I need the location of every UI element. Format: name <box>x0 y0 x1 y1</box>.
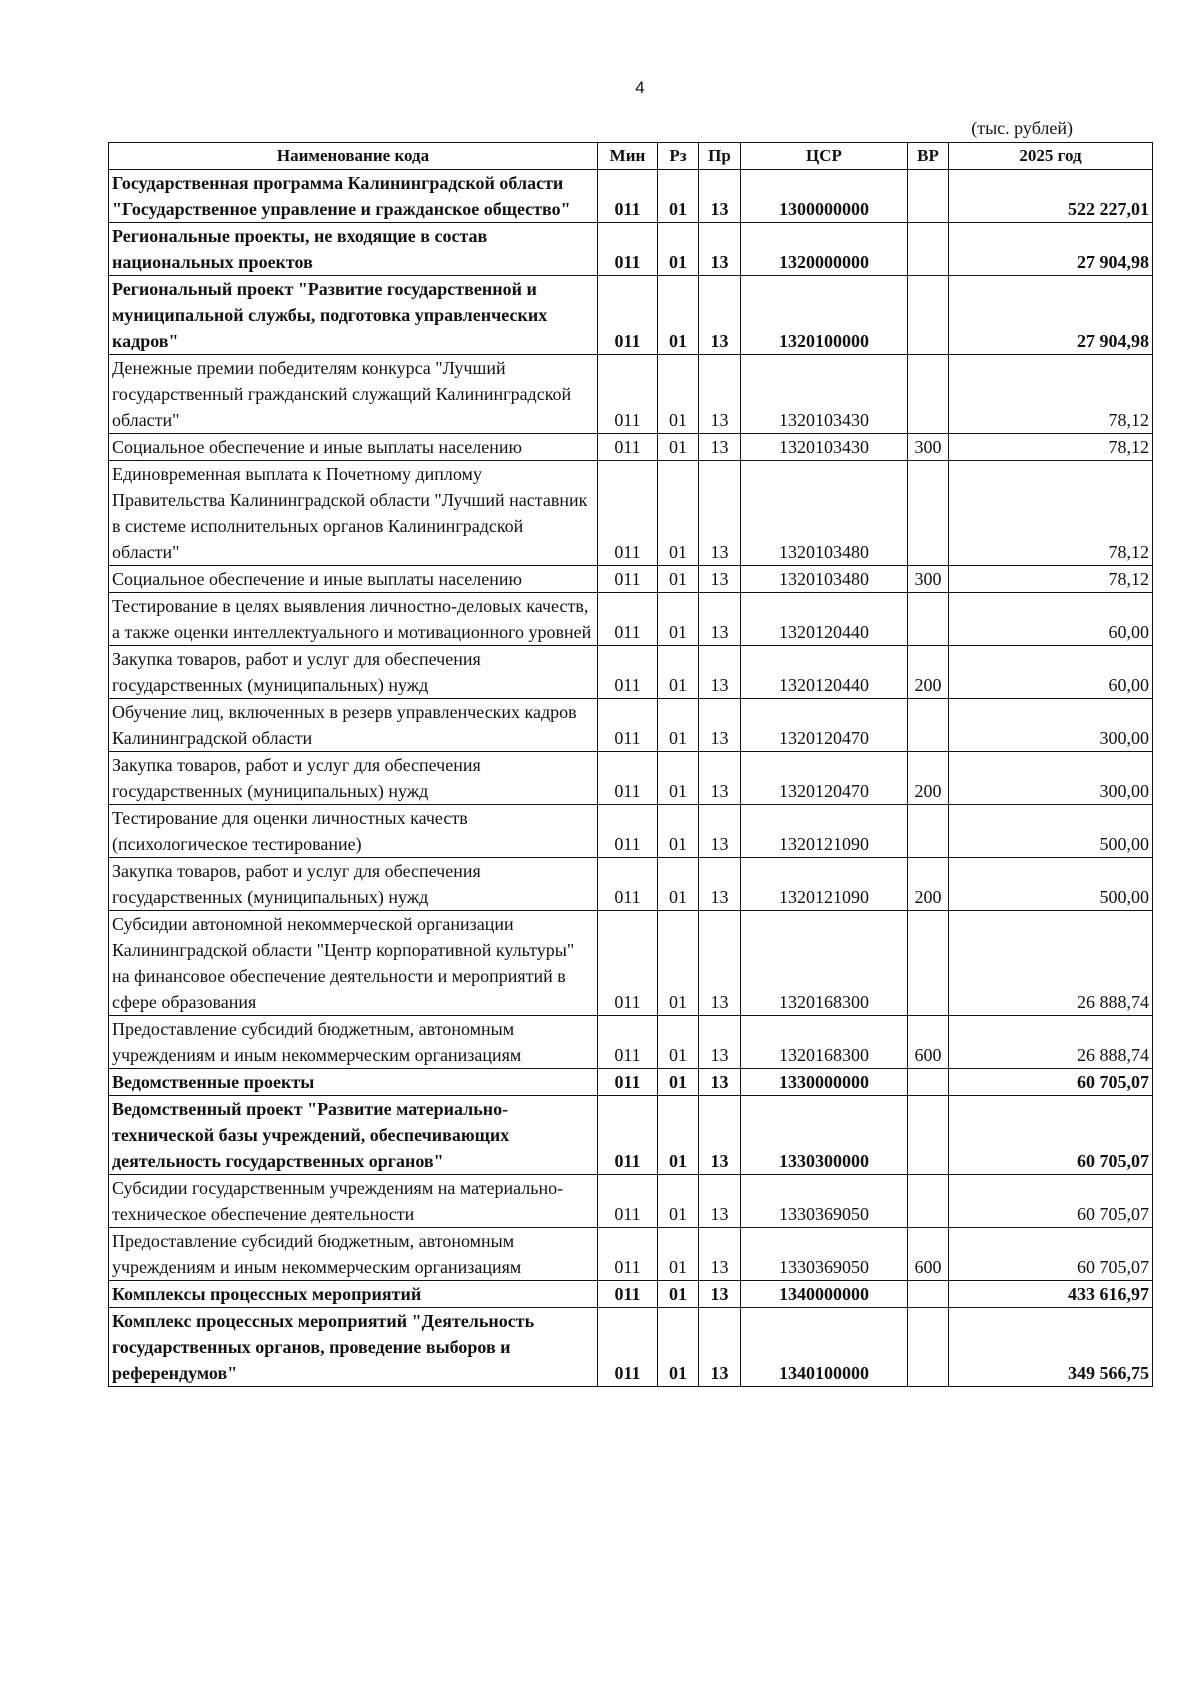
cell-csr: 1320103480 <box>741 461 908 566</box>
table-row <box>109 355 1153 434</box>
header-vr: ВР <box>908 143 949 170</box>
table-header-row <box>109 143 1153 170</box>
cell-min: 011 <box>598 1069 658 1096</box>
cell-pr: 13 <box>699 170 741 223</box>
cell-name: Закупка товаров, работ и услуг для обеспечения государственных (муниципальных) нужд <box>109 646 598 699</box>
cell-name: Социальное обеспечение и иные выплаты населению <box>109 566 598 593</box>
units-label: (тыс. рублей) <box>971 118 1073 138</box>
cell-amount: 349 566,75 <box>949 1308 1153 1387</box>
cell-name: Денежные премии победителям конкурса "Лучший государственный гражданский служащий Калининградской области" <box>109 355 598 434</box>
cell-amount: 300,00 <box>949 699 1153 752</box>
cell-vr <box>908 805 949 858</box>
cell-rz: 01 <box>658 1228 699 1281</box>
cell-vr <box>908 1281 949 1308</box>
cell-pr: 13 <box>699 223 741 276</box>
cell-name: Комплексы процессных мероприятий <box>109 1281 598 1308</box>
cell-vr: 300 <box>908 434 949 461</box>
table-row <box>109 911 1153 1016</box>
cell-min: 011 <box>598 170 658 223</box>
header-year: 2025 год <box>949 143 1153 170</box>
cell-min: 011 <box>598 434 658 461</box>
cell-rz: 01 <box>658 699 699 752</box>
header-pr: Пр <box>699 143 741 170</box>
cell-min: 011 <box>598 1228 658 1281</box>
table-row <box>109 1069 1153 1096</box>
cell-amount: 300,00 <box>949 752 1153 805</box>
cell-pr: 13 <box>699 911 741 1016</box>
cell-name: Предоставление субсидий бюджетным, автономным учреждениям и иным некоммерческим организациям <box>109 1016 598 1069</box>
cell-rz: 01 <box>658 1308 699 1387</box>
cell-csr: 1330369050 <box>741 1175 908 1228</box>
cell-rz: 01 <box>658 223 699 276</box>
cell-csr: 1320168300 <box>741 1016 908 1069</box>
cell-csr: 1300000000 <box>741 170 908 223</box>
cell-rz: 01 <box>658 355 699 434</box>
cell-vr <box>908 593 949 646</box>
cell-csr: 1320103430 <box>741 434 908 461</box>
cell-amount: 500,00 <box>949 805 1153 858</box>
cell-rz: 01 <box>658 593 699 646</box>
cell-csr: 1320120470 <box>741 752 908 805</box>
cell-rz: 01 <box>658 1096 699 1175</box>
cell-amount: 433 616,97 <box>949 1281 1153 1308</box>
cell-vr: 600 <box>908 1016 949 1069</box>
cell-vr <box>908 911 949 1016</box>
cell-name: Государственная программа Калининградской области "Государственное управление и гражданское общество" <box>109 170 598 223</box>
cell-min: 011 <box>598 752 658 805</box>
cell-pr: 13 <box>699 805 741 858</box>
cell-csr: 1320120440 <box>741 593 908 646</box>
cell-pr: 13 <box>699 1175 741 1228</box>
cell-amount: 500,00 <box>949 858 1153 911</box>
cell-amount: 78,12 <box>949 355 1153 434</box>
table-row <box>109 699 1153 752</box>
table-row <box>109 276 1153 355</box>
cell-amount: 60 705,07 <box>949 1069 1153 1096</box>
table-row <box>109 593 1153 646</box>
table-body <box>109 170 1153 1387</box>
cell-amount: 522 227,01 <box>949 170 1153 223</box>
cell-pr: 13 <box>699 1308 741 1387</box>
table-row <box>109 752 1153 805</box>
cell-rz: 01 <box>658 170 699 223</box>
cell-amount: 78,12 <box>949 566 1153 593</box>
cell-pr: 13 <box>699 461 741 566</box>
cell-amount: 27 904,98 <box>949 276 1153 355</box>
cell-rz: 01 <box>658 752 699 805</box>
cell-csr: 1330300000 <box>741 1096 908 1175</box>
cell-name: Комплекс процессных мероприятий "Деятельность государственных органов, проведение выборов и референдумов" <box>109 1308 598 1387</box>
cell-name: Ведомственные проекты <box>109 1069 598 1096</box>
cell-name: Тестирование в целях выявления личностно-деловых качеств, а также оценки интеллектуального и мотивационного уровней <box>109 593 598 646</box>
table-row <box>109 1281 1153 1308</box>
cell-name: Социальное обеспечение и иные выплаты населению <box>109 434 598 461</box>
cell-pr: 13 <box>699 1228 741 1281</box>
cell-vr <box>908 355 949 434</box>
cell-name: Региональный проект "Развитие государственной и муниципальной службы, подготовка управленческих кадров" <box>109 276 598 355</box>
header-rz: Рз <box>658 143 699 170</box>
cell-name: Единовременная выплата к Почетному диплому Правительства Калининградской области "Лучший наставник в системе исполнительных органов Калининградской области" <box>109 461 598 566</box>
cell-pr: 13 <box>699 1069 741 1096</box>
cell-name: Предоставление субсидий бюджетным, автономным учреждениям и иным некоммерческим организациям <box>109 1228 598 1281</box>
cell-vr <box>908 276 949 355</box>
cell-min: 011 <box>598 276 658 355</box>
table-row <box>109 461 1153 566</box>
cell-rz: 01 <box>658 566 699 593</box>
header-min: Мин <box>598 143 658 170</box>
cell-csr: 1320120470 <box>741 699 908 752</box>
cell-min: 011 <box>598 1096 658 1175</box>
cell-pr: 13 <box>699 752 741 805</box>
cell-pr: 13 <box>699 566 741 593</box>
cell-amount: 60 705,07 <box>949 1096 1153 1175</box>
cell-pr: 13 <box>699 276 741 355</box>
cell-amount: 26 888,74 <box>949 1016 1153 1069</box>
cell-min: 011 <box>598 1016 658 1069</box>
cell-amount: 60 705,07 <box>949 1228 1153 1281</box>
cell-csr: 1320103430 <box>741 355 908 434</box>
cell-vr <box>908 699 949 752</box>
cell-rz: 01 <box>658 805 699 858</box>
cell-min: 011 <box>598 911 658 1016</box>
cell-vr <box>908 1308 949 1387</box>
cell-min: 011 <box>598 566 658 593</box>
budget-table <box>108 142 1153 1387</box>
cell-min: 011 <box>598 699 658 752</box>
cell-vr: 200 <box>908 858 949 911</box>
cell-name: Субсидии автономной некоммерческой организации Калининградской области "Центр корпоративной культуры" на финансовое обеспечение деятельности и мероприятий в сфере образования <box>109 911 598 1016</box>
cell-name: Субсидии государственным учреждениям на материально-техническое обеспечение деятельности <box>109 1175 598 1228</box>
cell-vr <box>908 223 949 276</box>
cell-vr <box>908 461 949 566</box>
cell-pr: 13 <box>699 434 741 461</box>
header-csr: ЦСР <box>741 143 908 170</box>
cell-name: Региональные проекты, не входящие в состав национальных проектов <box>109 223 598 276</box>
cell-csr: 1340000000 <box>741 1281 908 1308</box>
cell-min: 011 <box>598 646 658 699</box>
cell-min: 011 <box>598 593 658 646</box>
cell-csr: 1320100000 <box>741 276 908 355</box>
cell-pr: 13 <box>699 593 741 646</box>
cell-vr: 300 <box>908 566 949 593</box>
cell-rz: 01 <box>658 1016 699 1069</box>
cell-csr: 1320168300 <box>741 911 908 1016</box>
cell-csr: 1330369050 <box>741 1228 908 1281</box>
table-row <box>109 805 1153 858</box>
cell-rz: 01 <box>658 1175 699 1228</box>
cell-vr <box>908 170 949 223</box>
table-row <box>109 646 1153 699</box>
cell-csr: 1330000000 <box>741 1069 908 1096</box>
cell-vr <box>908 1096 949 1175</box>
cell-rz: 01 <box>658 434 699 461</box>
cell-min: 011 <box>598 355 658 434</box>
cell-name: Тестирование для оценки личностных качеств (психологическое тестирование) <box>109 805 598 858</box>
table-row <box>109 1096 1153 1175</box>
cell-name: Обучение лиц, включенных в резерв управленческих кадров Калининградской области <box>109 699 598 752</box>
cell-rz: 01 <box>658 461 699 566</box>
cell-rz: 01 <box>658 911 699 1016</box>
cell-name: Закупка товаров, работ и услуг для обеспечения государственных (муниципальных) нужд <box>109 752 598 805</box>
cell-csr: 1340100000 <box>741 1308 908 1387</box>
table-row <box>109 1228 1153 1281</box>
cell-rz: 01 <box>658 1069 699 1096</box>
cell-amount: 27 904,98 <box>949 223 1153 276</box>
cell-min: 011 <box>598 858 658 911</box>
cell-vr: 200 <box>908 752 949 805</box>
cell-vr: 200 <box>908 646 949 699</box>
cell-pr: 13 <box>699 1096 741 1175</box>
cell-min: 011 <box>598 1308 658 1387</box>
cell-min: 011 <box>598 1281 658 1308</box>
cell-rz: 01 <box>658 858 699 911</box>
cell-vr <box>908 1175 949 1228</box>
cell-name: Закупка товаров, работ и услуг для обеспечения государственных (муниципальных) нужд <box>109 858 598 911</box>
cell-vr: 600 <box>908 1228 949 1281</box>
cell-pr: 13 <box>699 1016 741 1069</box>
table-row <box>109 1016 1153 1069</box>
cell-csr: 1320103480 <box>741 566 908 593</box>
cell-pr: 13 <box>699 1281 741 1308</box>
page-number: 4 <box>635 78 645 97</box>
cell-min: 011 <box>598 805 658 858</box>
cell-amount: 78,12 <box>949 434 1153 461</box>
table-row <box>109 223 1153 276</box>
table-row <box>109 1308 1153 1387</box>
cell-pr: 13 <box>699 699 741 752</box>
cell-pr: 13 <box>699 355 741 434</box>
cell-min: 011 <box>598 461 658 566</box>
table-row <box>109 1175 1153 1228</box>
cell-pr: 13 <box>699 858 741 911</box>
cell-rz: 01 <box>658 1281 699 1308</box>
cell-vr <box>908 1069 949 1096</box>
table-row <box>109 170 1153 223</box>
cell-name: Ведомственный проект "Развитие материально-технической базы учреждений, обеспечивающих деятельность государственных органов" <box>109 1096 598 1175</box>
cell-amount: 60,00 <box>949 593 1153 646</box>
cell-amount: 60 705,07 <box>949 1175 1153 1228</box>
cell-csr: 1320121090 <box>741 805 908 858</box>
cell-pr: 13 <box>699 646 741 699</box>
table-row <box>109 566 1153 593</box>
cell-min: 011 <box>598 1175 658 1228</box>
cell-amount: 60,00 <box>949 646 1153 699</box>
cell-min: 011 <box>598 223 658 276</box>
cell-csr: 1320120440 <box>741 646 908 699</box>
cell-amount: 26 888,74 <box>949 911 1153 1016</box>
cell-csr: 1320000000 <box>741 223 908 276</box>
cell-csr: 1320121090 <box>741 858 908 911</box>
cell-rz: 01 <box>658 276 699 355</box>
cell-amount: 78,12 <box>949 461 1153 566</box>
cell-rz: 01 <box>658 646 699 699</box>
table-row <box>109 858 1153 911</box>
table-row <box>109 434 1153 461</box>
header-name: Наименование кода <box>109 143 598 170</box>
